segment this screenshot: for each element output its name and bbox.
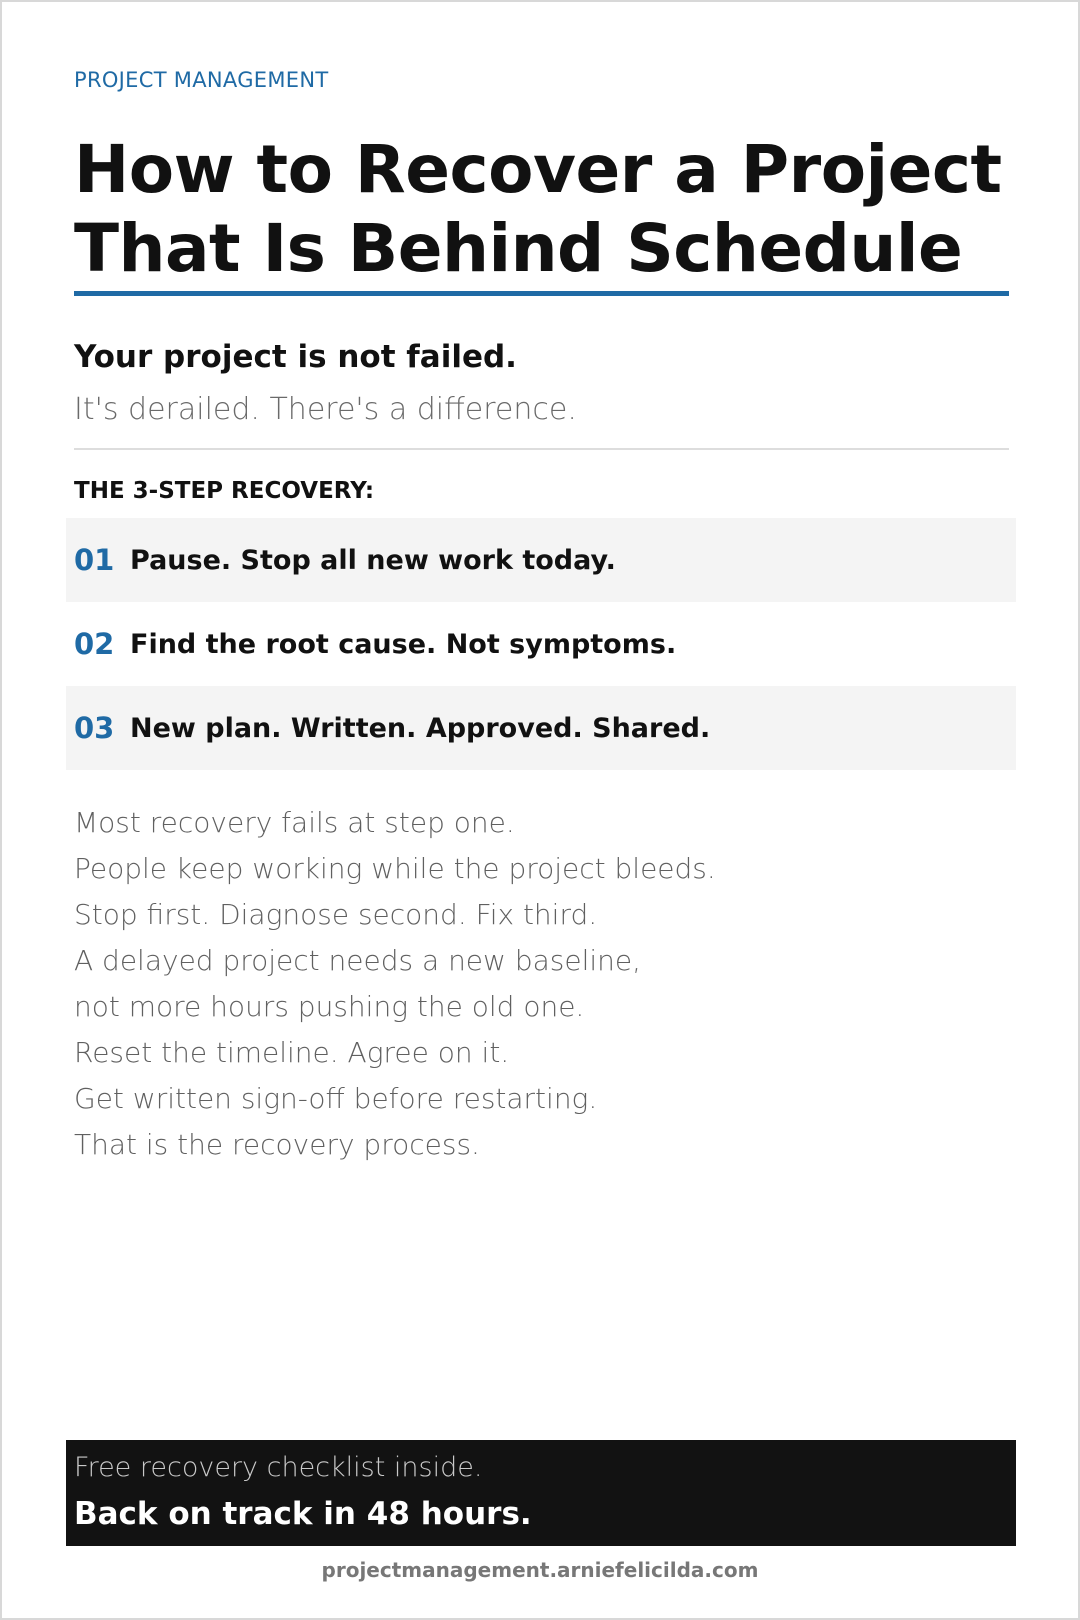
- title-line-1: How to Recover a Project: [74, 131, 1002, 208]
- step-item: [66, 602, 1016, 686]
- title-line-2: That Is Behind Schedule: [74, 210, 963, 287]
- step-number: 03: [74, 711, 115, 745]
- body-copy: [74, 800, 974, 1168]
- body-line: Get written sign-off before restarting.: [74, 1082, 598, 1115]
- step-text: Find the root cause. Not symptoms.: [130, 628, 677, 660]
- body-line: Most recovery fails at step one.: [74, 806, 515, 839]
- step-text: Pause. Stop all new work today.: [130, 544, 616, 576]
- cta-banner[interactable]: [66, 1440, 1016, 1546]
- body-line: People keep working while the project bleeds.: [74, 852, 716, 885]
- body-line: That is the recovery process.: [74, 1128, 480, 1161]
- page-title: [74, 130, 1009, 288]
- category-label: PROJECT MANAGEMENT: [74, 68, 329, 92]
- step-text: New plan. Written. Approved. Shared.: [130, 712, 711, 744]
- cta-subtext: Free recovery checklist inside.: [74, 1452, 483, 1483]
- lead-text: Your project is not failed.: [74, 339, 517, 375]
- body-line: Stop first. Diagnose second. Fix third.: [74, 898, 598, 931]
- body-line: Reset the timeline. Agree on it.: [74, 1036, 510, 1069]
- step-item: [66, 686, 1016, 770]
- sublead-text: It's derailed. There's a difference.: [74, 392, 577, 427]
- step-number: 01: [74, 543, 115, 577]
- steps-list: [66, 518, 1016, 770]
- footer-url[interactable]: projectmanagement.arniefelicilda.com: [321, 1558, 759, 1582]
- cta-headline: Back on track in 48 hours.: [74, 1496, 532, 1532]
- body-line: not more hours pushing the old one.: [74, 990, 585, 1023]
- step-number: 02: [74, 627, 115, 661]
- body-line: A delayed project needs a new baseline,: [74, 944, 642, 977]
- steps-heading: THE 3-STEP RECOVERY:: [74, 478, 375, 504]
- step-item: [66, 518, 1016, 602]
- section-divider: [74, 448, 1009, 450]
- title-underline: [74, 291, 1009, 296]
